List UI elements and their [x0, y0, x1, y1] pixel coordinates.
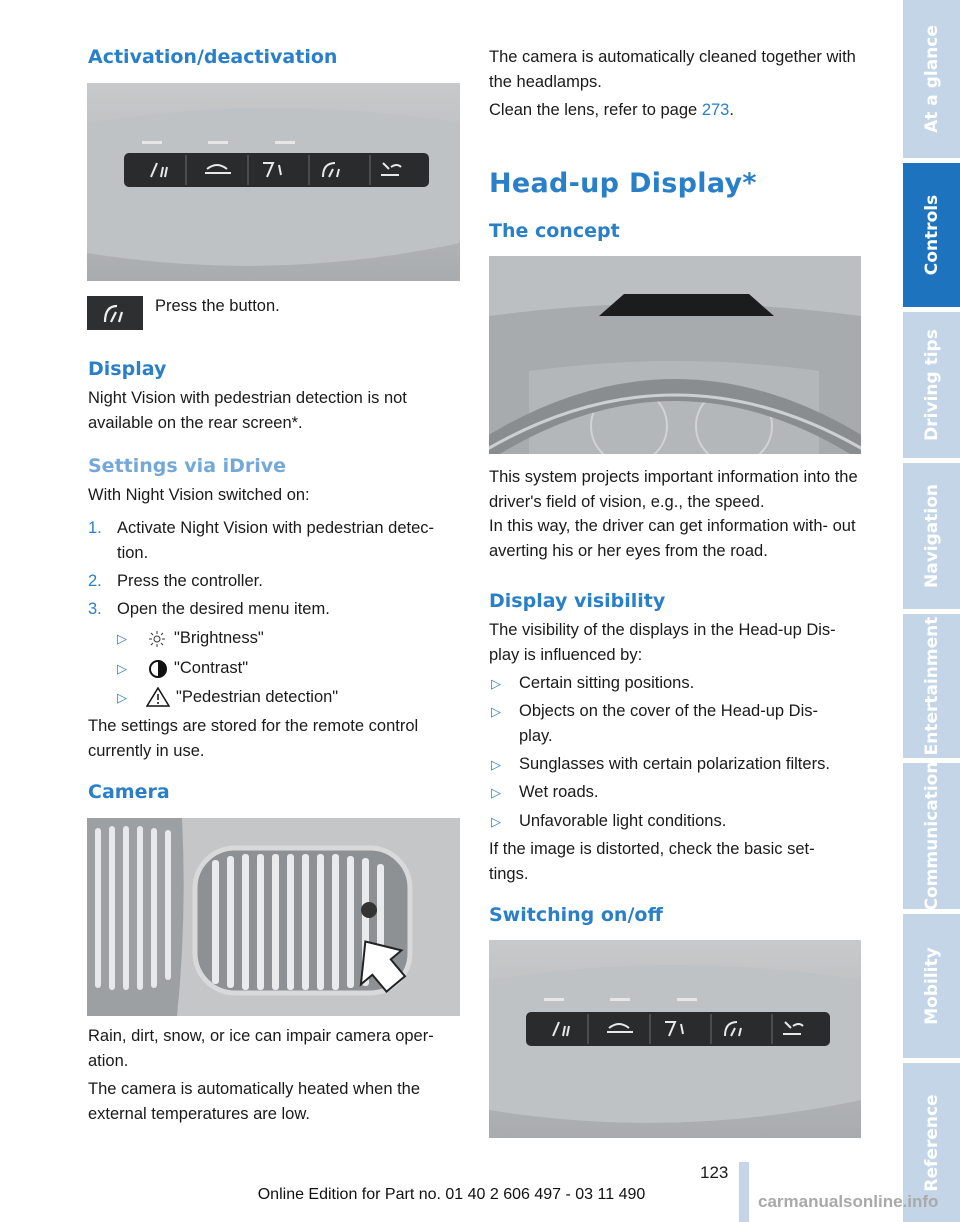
- switching-heading: Switching on/off: [489, 904, 663, 926]
- step-1: [88, 516, 102, 541]
- visibility-bullet: [491, 671, 501, 696]
- clean-lens-prefix: Clean the lens, refer to page: [489, 101, 702, 119]
- step-2-text: Press the controller.: [117, 572, 263, 590]
- tab-communication[interactable]: [903, 763, 960, 909]
- tab-at-a-glance[interactable]: [903, 0, 960, 158]
- tab-driving-tips[interactable]: [903, 312, 960, 458]
- visibility-bullet: [491, 780, 501, 805]
- visibility-bullet: [491, 752, 501, 777]
- visibility-bullet: [491, 699, 501, 724]
- step-1-text: [117, 516, 467, 566]
- step-3-text: Open the desired menu item.: [117, 600, 330, 618]
- menu-item-brightness: [117, 626, 264, 651]
- tab-label: Driving tips: [921, 329, 942, 441]
- warning-triangle-icon: [146, 687, 170, 707]
- step-2: [88, 569, 102, 594]
- night-vision-button-icon: [87, 296, 143, 330]
- bullet-triangle-icon: ▷: [491, 785, 501, 800]
- tab-controls[interactable]: [903, 163, 960, 307]
- menu-item-pedestrian: [117, 685, 339, 710]
- step-number: 2.: [88, 572, 102, 590]
- bullet-triangle-icon: ▷: [117, 631, 127, 646]
- activation-heading: Activation/deactivation: [88, 46, 338, 68]
- settings-intro: With Night Vision switched on:: [88, 486, 310, 504]
- display-text: Night Vision with pedestrian detection is not available on the rear screen*.: [88, 389, 407, 432]
- visibility-item: Wet roads.: [519, 783, 599, 801]
- menu-item-contrast: [117, 656, 249, 681]
- visibility-item: Certain sitting positions.: [519, 674, 695, 692]
- contrast-icon: [148, 659, 168, 679]
- tab-label: Controls: [921, 194, 942, 276]
- camera-heading: Camera: [88, 781, 170, 803]
- distorted-text: If the image is distorted, check the basic set- tings.: [489, 840, 815, 883]
- tab-label: Mobility: [921, 947, 942, 1025]
- menu-item-label: "Brightness": [174, 629, 264, 647]
- bullet-triangle-icon: ▷: [491, 676, 501, 691]
- visibility-heading: Display visibility: [489, 590, 666, 612]
- display-heading: Display: [88, 358, 167, 380]
- bullet-triangle-icon: ▷: [117, 661, 127, 676]
- press-button-text: Press the button.: [155, 297, 280, 315]
- stored-text: The settings are stored for the remote control currently in use.: [88, 717, 419, 760]
- tab-label: Reference: [921, 1093, 942, 1192]
- concept-heading: The concept: [489, 220, 620, 242]
- bullet-triangle-icon: ▷: [117, 690, 127, 705]
- concept-text-2: In this way, the driver can get information with- out averting his or her eyes from the road.: [489, 517, 856, 560]
- tab-entertainment[interactable]: [903, 614, 960, 758]
- bullet-triangle-icon: ▷: [491, 757, 501, 772]
- edition-footer: Online Edition for Part no. 01 40 2 606 497 - 03 11 490: [257, 1186, 646, 1203]
- tab-label: Entertainment: [921, 616, 942, 756]
- watermark: carmanualsonline.info: [758, 1192, 939, 1211]
- menu-item-label: "Contrast": [174, 659, 249, 677]
- tab-label: Navigation: [921, 484, 942, 588]
- visibility-item: Unfavorable light conditions.: [519, 812, 727, 830]
- tab-mobility[interactable]: [903, 914, 960, 1058]
- tab-navigation[interactable]: [903, 463, 960, 609]
- camera-text-2: The camera is automatically heated when the external temperatures are low.: [88, 1080, 421, 1123]
- step-text: Activate Night Vision with pedestrian detec-: [117, 519, 435, 537]
- hud-heading: Head-up Display*: [489, 168, 757, 199]
- clean-lens-suffix: .: [729, 101, 734, 119]
- cleaned-text: The camera is automatically cleaned together with the headlamps.: [489, 48, 856, 91]
- settings-heading: Settings via iDrive: [88, 455, 287, 477]
- page-reference-link[interactable]: 273: [701, 101, 730, 119]
- bullet-triangle-icon: ▷: [491, 704, 501, 719]
- visibility-intro: The visibility of the displays in the Head-up Dis- play is influenced by:: [489, 621, 836, 664]
- hud-dashboard-photo: [489, 256, 861, 454]
- camera-text-1: Rain, dirt, snow, or ice can impair camera oper- ation.: [88, 1027, 434, 1070]
- bullet-triangle-icon: ▷: [491, 814, 501, 829]
- step-number: 1.: [88, 519, 102, 537]
- step-text-cont: tion.: [117, 544, 149, 562]
- camera-grille-photo: [87, 818, 460, 1016]
- concept-text-1: This system projects important information into the driver's field of vision, e.g., the speed.: [489, 468, 858, 511]
- brightness-icon: [149, 631, 165, 647]
- step-number: 3.: [88, 600, 102, 618]
- menu-item-label: "Pedestrian detection": [176, 688, 339, 706]
- step-3: [88, 597, 102, 622]
- button-panel-photo-2: [489, 940, 861, 1138]
- visibility-item: Sunglasses with certain polarization filters.: [519, 755, 830, 773]
- tab-label: Communication: [921, 761, 942, 911]
- tab-label: At a glance: [921, 25, 942, 133]
- clean-lens-text: [489, 98, 734, 123]
- visibility-bullet: [491, 809, 501, 834]
- button-panel-photo: [87, 83, 460, 281]
- page-number: 123: [700, 1163, 729, 1182]
- visibility-item: Objects on the cover of the Head-up Dis- play.: [519, 702, 818, 745]
